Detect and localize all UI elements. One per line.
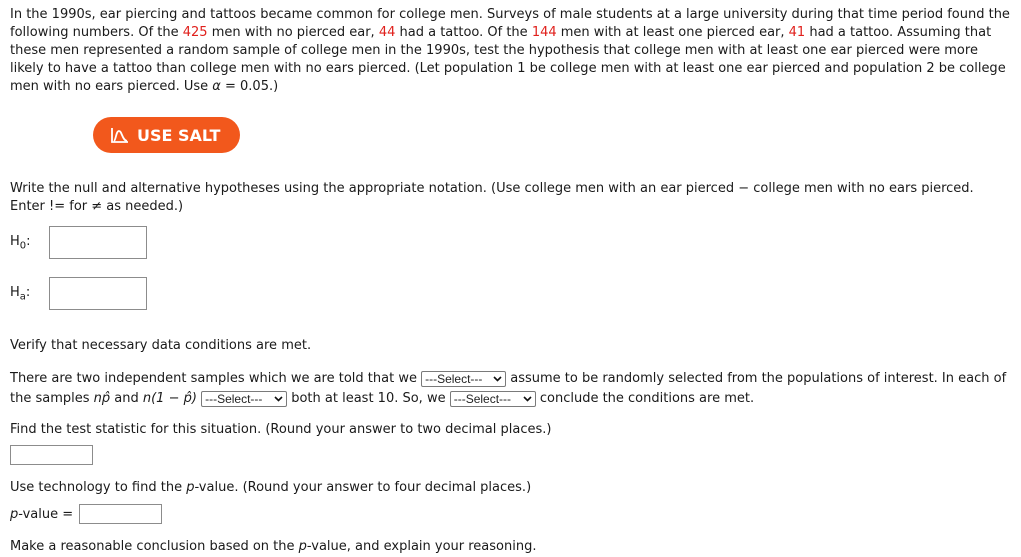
problem-text: = 0.05.) xyxy=(220,79,279,94)
conditions-heading: Verify that necessary data conditions are met. xyxy=(10,338,312,353)
conditions-text-part: both at least 10. So, we xyxy=(287,391,450,406)
h0-input[interactable] xyxy=(49,226,147,259)
value-tattoo-no-pierce: 44 xyxy=(378,25,396,40)
conditions-text-part: There are two independent samples which we are told that we xyxy=(10,371,422,386)
select-dropdown-2[interactable]: ---Select--- xyxy=(201,391,287,407)
salt-distribution-icon xyxy=(111,127,129,143)
chevron-down-icon xyxy=(523,394,532,403)
select-dropdown-1[interactable]: ---Select--- xyxy=(421,371,506,387)
problem-text: men with no pierced ear, xyxy=(207,25,379,40)
ha-row xyxy=(10,277,147,310)
conditions-text xyxy=(10,369,1010,409)
conditions-text-part: assume to be randomly selected from the populations of interest. In each of the samples xyxy=(10,371,1007,406)
question-page xyxy=(0,0,1021,153)
h0-row xyxy=(10,226,147,259)
test-statistic-input[interactable] xyxy=(10,445,93,465)
use-salt-button[interactable] xyxy=(93,117,240,153)
problem-text: In the 1990s, ear piercing and tattoos became common for college men. Surveys of male students at a large university during that time period found the following numbers. Of the xyxy=(10,7,1010,40)
problem-text: men with at least one pierced ear, xyxy=(556,25,789,40)
chevron-down-icon xyxy=(493,374,502,383)
np-hat-symbol: np̂ xyxy=(93,391,111,406)
conditions-text-part: and xyxy=(110,391,143,406)
problem-text: had a tattoo. Of the xyxy=(395,25,532,40)
problem-text: had a tattoo. Assuming that these men represented a random sample of college men in the 1990s, test the hypothesis that college men with at least one ear pierced were more likely to have a tattoo than college men with no ears pierced. (Let population 1 be college men with at least one ear pierced and population 2 be college men with no ears pierced. Use xyxy=(10,25,1006,94)
alpha-symbol: α xyxy=(212,79,221,94)
h0-label: $H_0$: xyxy=(10,233,31,252)
use-salt-label: USE SALT xyxy=(137,125,221,145)
chevron-down-icon xyxy=(274,394,283,403)
conditions-text-part: conclude the conditions are met. xyxy=(535,391,755,406)
pvalue-input[interactable] xyxy=(79,504,162,524)
conclusion-prompt: Make a reasonable conclusion based on the p-value, and explain your reasoning. xyxy=(10,539,537,554)
value-n-pierce: 144 xyxy=(531,25,557,40)
ha-input[interactable] xyxy=(49,277,147,310)
pvalue-prompt: Use technology to find the p-value. (Round your answer to four decimal places.) xyxy=(10,480,532,495)
n-one-minus-p-hat-symbol: n(1 − p̂) xyxy=(142,391,197,406)
select-dropdown-3[interactable]: ---Select--- xyxy=(450,391,536,407)
problem-statement xyxy=(10,6,1011,96)
value-tattoo-pierce: 41 xyxy=(788,25,806,40)
ha-label: $H_a$: xyxy=(10,284,31,303)
hypotheses-instruction: Write the null and alternative hypotheses using the appropriate notation. (Use college men with an ear pierced − college men with no ears pierced. Enter != for ≠ as needed.) xyxy=(10,181,974,214)
test-statistic-prompt: Find the test statistic for this situation. (Round your answer to two decimal places.) xyxy=(10,422,552,437)
value-n-no-pierce: 425 xyxy=(182,25,208,40)
pvalue-label: p-value = xyxy=(10,507,74,522)
